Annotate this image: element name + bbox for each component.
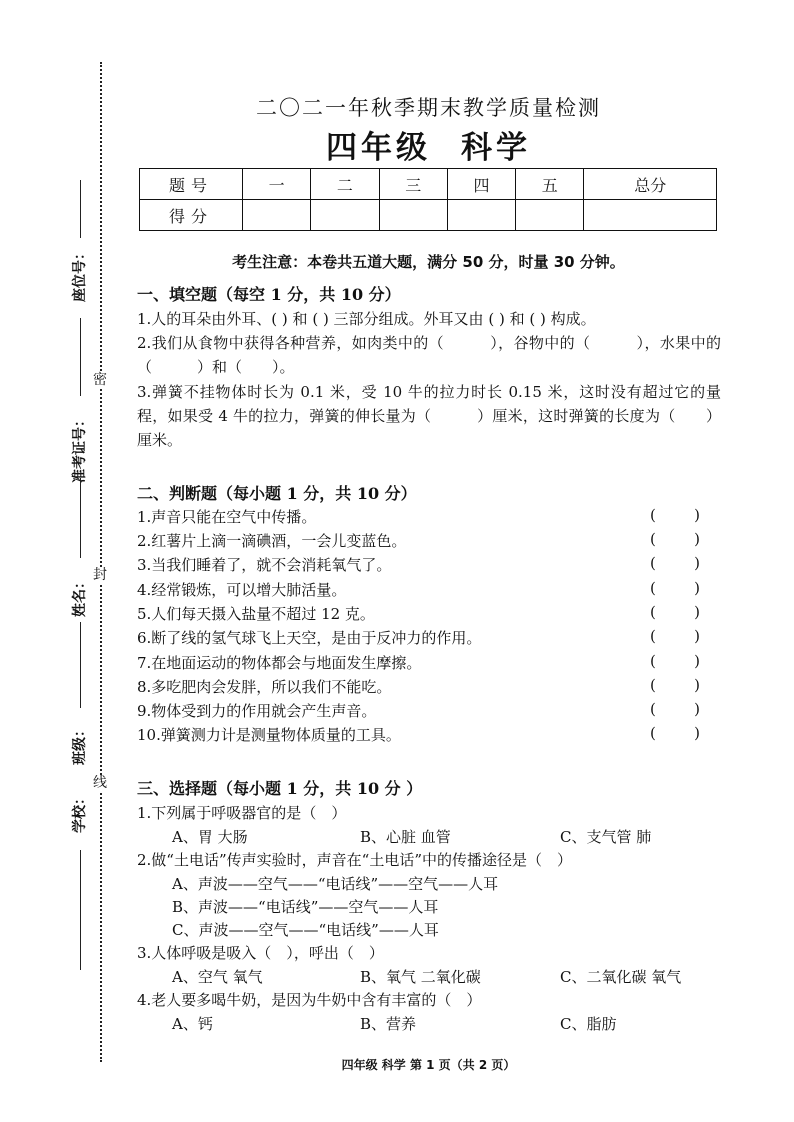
- school-label: 学校：: [72, 791, 88, 833]
- choice-question-3: 3.人体呼吸是吸入（ ），呼出（ ）: [137, 944, 384, 962]
- grade-label: 四年级: [326, 130, 431, 166]
- choice-option[interactable]: A、空气 氧气: [172, 968, 263, 986]
- binding-dotted-line: [100, 62, 102, 1062]
- column-header: 二: [311, 169, 379, 200]
- name-blank: [80, 478, 81, 558]
- judge-question: 9.物体受到力的作用就会产生声音。: [137, 702, 377, 720]
- judge-question: 3.当我们睡着了，就不会消耗氧气了。: [137, 556, 392, 574]
- section3-title: 三、选择题（每小题 1 分，共 10 分 ）: [137, 779, 423, 798]
- score-cell[interactable]: [447, 200, 515, 231]
- choice-question-1: 1.下列属于呼吸器官的是（ ）: [137, 804, 347, 822]
- choice-option[interactable]: A、钙: [172, 1015, 213, 1033]
- answer-parens[interactable]: ( ): [650, 554, 700, 572]
- subject-label: 科学: [461, 130, 531, 166]
- choice-option[interactable]: C、脂肪: [560, 1015, 617, 1033]
- score-row-label: 得分: [140, 200, 243, 231]
- score-table: [139, 168, 717, 231]
- column-header: 总分: [584, 169, 717, 200]
- answer-parens[interactable]: ( ): [650, 700, 700, 718]
- answer-parens[interactable]: ( ): [650, 603, 700, 621]
- school-blank: [80, 850, 81, 970]
- answer-parens[interactable]: ( ): [650, 627, 700, 645]
- choice-question-4: 4.老人要多喝牛奶，是因为牛奶中含有丰富的（ ）: [137, 991, 482, 1009]
- page-footer: 四年级 科学 第 1 页（共 2 页）: [341, 1058, 516, 1072]
- answer-parens[interactable]: ( ): [650, 676, 700, 694]
- column-header: 一: [243, 169, 311, 200]
- judge-question: 10.弹簧测力计是测量物体质量的工具。: [137, 726, 401, 744]
- choice-option[interactable]: B、心脏 血管: [360, 828, 451, 846]
- score-table-header-row: [140, 169, 717, 200]
- seal-mark-mi: 密: [93, 372, 107, 388]
- seat-number-blank: [80, 180, 81, 238]
- choice-option[interactable]: A、声波——空气——“电话线”——空气——人耳: [172, 875, 499, 893]
- choice-option[interactable]: C、声波——空气——“电话线”——人耳: [172, 921, 439, 939]
- choice-option[interactable]: A、胃 大肠: [172, 828, 248, 846]
- answer-parens[interactable]: ( ): [650, 724, 700, 742]
- seal-mark-xian: 线: [93, 775, 107, 791]
- answer-parens[interactable]: ( ): [650, 652, 700, 670]
- choice-option[interactable]: B、声波——“电话线”——空气——人耳: [172, 898, 439, 916]
- score-cell[interactable]: [584, 200, 717, 231]
- column-header: 三: [379, 169, 447, 200]
- column-header: 五: [516, 169, 584, 200]
- score-table-score-row: [140, 200, 717, 231]
- fill-question-2: 2.我们从食物中获得各种营养，如肉类中的（ ），谷物中的（ ），水果中的（ ）和（ ）。: [137, 334, 721, 376]
- choice-option[interactable]: B、氧气 二氧化碳: [360, 968, 481, 986]
- fill-question-1: 1.人的耳朵由外耳、( ) 和 ( ) 三部分组成。外耳又由 ( ) 和 ( ) 构成。: [137, 310, 596, 328]
- judge-question: 2.红薯片上滴一滴碘酒，一会儿变蓝色。: [137, 532, 407, 550]
- score-cell[interactable]: [311, 200, 379, 231]
- class-label: 班级：: [72, 723, 88, 765]
- class-blank: [80, 622, 81, 708]
- exam-id-label: 准考证号：: [72, 413, 88, 483]
- exam-notice: 考生注意：本卷共五道大题，满分 50 分，时量 30 分钟。: [232, 253, 625, 271]
- exam-id-blank: [80, 318, 81, 396]
- answer-parens[interactable]: ( ): [650, 530, 700, 548]
- judge-question: 1.声音只能在空气中传播。: [137, 508, 317, 526]
- seal-mark-feng: 封: [93, 567, 107, 583]
- score-cell[interactable]: [243, 200, 311, 231]
- section2-title: 二、判断题（每小题 1 分，共 10 分）: [137, 484, 417, 503]
- choice-question-2: 2.做“土电话”传声实验时，声音在“土电话”中的传播途径是（ ）: [137, 851, 572, 869]
- column-header: 四: [447, 169, 515, 200]
- answer-parens[interactable]: ( ): [650, 579, 700, 597]
- judge-question: 4.经常锻炼，可以增大肺活量。: [137, 581, 347, 599]
- seat-number-label: 座位号：: [72, 246, 88, 302]
- name-label: 姓名：: [72, 575, 88, 617]
- exam-title: 二〇二一年秋季期末教学质量检测: [256, 96, 601, 120]
- judge-question: 7.在地面运动的物体都会与地面发生摩擦。: [137, 654, 422, 672]
- section1-title: 一、填空题（每空 1 分，共 10 分）: [137, 285, 401, 304]
- row-header-label: 题号: [140, 169, 243, 200]
- choice-option[interactable]: C、支气管 肺: [560, 828, 652, 846]
- score-cell[interactable]: [516, 200, 584, 231]
- fill-question-3: 3.弹簧不挂物体时长为 0.1 米，受 10 牛的拉力时长 0.15 米，这时没有超过它的量程，如果受 4 牛的拉力，弹簧的伸长量为（ ）厘米，这时弹簧的长度为（ ）厘米。: [137, 383, 721, 449]
- judge-question: 5.人们每天摄入盐量不超过 12 克。: [137, 605, 375, 623]
- score-cell[interactable]: [379, 200, 447, 231]
- choice-option[interactable]: B、营养: [360, 1015, 417, 1033]
- exam-subtitle: [140, 122, 717, 167]
- judge-question: 8.多吃肥肉会发胖，所以我们不能吃。: [137, 678, 392, 696]
- choice-option[interactable]: C、二氧化碳 氧气: [560, 968, 682, 986]
- judge-question: 6.断了线的氢气球飞上天空，是由于反冲力的作用。: [137, 629, 482, 647]
- answer-parens[interactable]: ( ): [650, 506, 700, 524]
